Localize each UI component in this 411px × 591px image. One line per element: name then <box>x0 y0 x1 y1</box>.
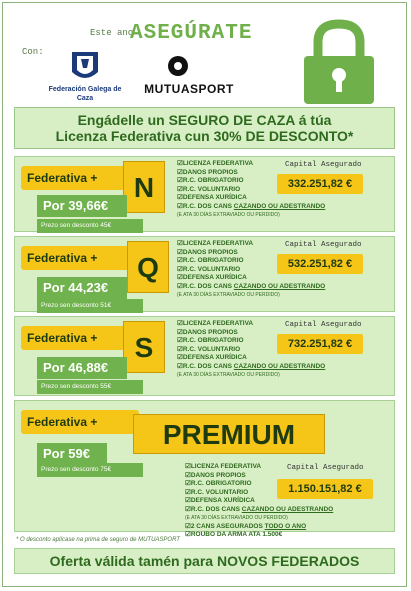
coverage-item: ☑ DANOS PROPIOS <box>177 329 345 338</box>
rc-cans-underlined: CAZANDO OU ADESTRANDO <box>241 505 334 513</box>
plan-price: Por 46,88€ <box>37 357 127 379</box>
capital-amount: 532.251,82 € <box>277 254 363 274</box>
rc-cans-text: R.C. DOS CANS <box>182 202 234 210</box>
coverage-list <box>185 463 375 540</box>
plan-prezo: Prezo sen desconto 51€ <box>37 299 143 313</box>
plan-card-q <box>14 236 395 312</box>
oferta-banner: Oferta válida tamén para NOVOS FEDERADOS <box>14 548 395 574</box>
asegurate-title: ASEGÚRATE <box>130 22 253 45</box>
federativa-label: Federativa + <box>21 410 139 434</box>
coverage-item-extra-cans <box>185 523 375 532</box>
federativa-label: Federativa + <box>21 326 139 350</box>
coverage-item-rc-cans <box>177 203 345 212</box>
plan-price: Por 59€ <box>37 443 107 465</box>
federativa-label: Federativa + <box>21 166 139 190</box>
coverage-note: (E ATA 30 DÍAS EXTRAVIADO OU PERDIDO) <box>177 372 280 378</box>
extra-cans-underlined: TODO O ANO <box>264 522 307 530</box>
coverage-item: ☑ R.C. OBRIGATORIO <box>185 480 375 489</box>
extra-cans-text: 2 CANS ASEGURADOS <box>190 522 265 530</box>
coverage-item: ☑ LICENZA FEDERATIVA <box>177 240 345 249</box>
lock-icon <box>296 18 382 106</box>
plan-letter: S <box>123 321 165 373</box>
coverage-item: ☑ R.C. VOLUNTARIO <box>177 346 345 355</box>
rc-cans-text: R.C. DOS CANS <box>182 362 234 370</box>
coverage-item: ☑ R.C. VOLUNTARIO <box>185 489 375 498</box>
plan-prezo: Prezo sen desconto 75€ <box>37 463 143 477</box>
promo-line-2: Licenza Federativa cun 30% DE DESCONTO* <box>55 128 354 144</box>
rc-cans-underlined: CAZANDO OU ADESTRANDO <box>233 362 326 370</box>
plan-letter: Q <box>127 241 169 293</box>
premium-title: PREMIUM <box>133 414 325 454</box>
coverage-note: (E ATA 30 DÍAS EXTRAVIADO OU PERDIDO) <box>177 292 280 298</box>
plan-card-premium <box>14 400 395 538</box>
coverage-item: ☑ DEFENSA XURÍDICA <box>177 354 345 363</box>
capital-label: Capital Asegurado <box>285 241 362 249</box>
mutuasport-wordmark: MUTUASPORT <box>144 82 234 96</box>
capital-amount: 1.150.151,82 € <box>277 479 373 499</box>
con-text: Con: <box>22 47 44 57</box>
promo-line-1: Engádelle un SEGURO DE CAZA á túa <box>77 112 332 128</box>
coverage-item: ☑ DANOS PROPIOS <box>177 169 345 178</box>
coverage-item: ☑ DANOS PROPIOS <box>177 249 345 258</box>
coverage-item-rc-cans <box>185 506 375 515</box>
plan-prezo: Prezo sen desconto 45€ <box>37 219 143 233</box>
capital-label: Capital Asegurado <box>285 161 362 169</box>
discount-footnote: * O desconto aplícase na prima de seguro de MUTUASPORT <box>16 537 180 543</box>
este-ano-text: Este ano <box>90 28 134 38</box>
coverage-item-rc-cans <box>177 283 345 292</box>
coverage-item: ☑ DANOS PROPIOS <box>185 472 375 481</box>
rc-cans-text: R.C. DOS CANS <box>190 505 242 513</box>
rc-cans-underlined: CAZANDO OU ADESTRANDO <box>233 202 326 210</box>
coverage-note: (E ATA 30 DÍAS EXTRAVIADO OU PERDIDO) <box>177 212 280 218</box>
rc-cans-text: R.C. DOS CANS <box>182 282 234 290</box>
federacion-name: Federación Galega de Caza <box>48 86 122 102</box>
coverage-item: ☑ LICENZA FEDERATIVA <box>177 320 345 329</box>
coverage-item: ☑ R.C. VOLUNTARIO <box>177 186 345 195</box>
plan-card-n <box>14 156 395 232</box>
coverage-item: ☑ LICENZA FEDERATIVA <box>177 160 345 169</box>
coverage-item-rc-cans <box>177 363 345 372</box>
coverage-note: (E ATA 30 DÍAS EXTRAVIADO OU PERDIDO) <box>185 515 288 521</box>
coverage-item-roubo: ☑ ROUBO DA ARMA ATA 1.500€ <box>185 531 375 540</box>
coverage-item: ☑ R.C. OBRIGATORIO <box>177 177 345 186</box>
plan-card-s <box>14 316 395 396</box>
coverage-item: ☑ DEFENSA XURÍDICA <box>185 497 375 506</box>
coverage-item: ☑ DEFENSA XURÍDICA <box>177 274 345 283</box>
capital-amount: 332.251,82 € <box>277 174 363 194</box>
coverage-item: ☑ R.C. VOLUNTARIO <box>177 266 345 275</box>
capital-amount: 732.251,82 € <box>277 334 363 354</box>
plan-price: Por 44,23€ <box>37 277 127 299</box>
coverage-item: ☑ DEFENSA XURÍDICA <box>177 194 345 203</box>
rc-cans-underlined: CAZANDO OU ADESTRANDO <box>233 282 326 290</box>
federativa-label: Federativa + <box>21 246 139 270</box>
plan-prezo: Prezo sen desconto 55€ <box>37 380 143 394</box>
coverage-item: ☑ R.C. OBRIGATORIO <box>177 257 345 266</box>
promo-banner <box>14 107 395 149</box>
coverage-item: ☑ LICENZA FEDERATIVA <box>185 463 375 472</box>
plan-letter: N <box>123 161 165 213</box>
capital-label: Capital Asegurado <box>287 464 364 472</box>
coverage-item: ☑ R.C. OBRIGATORIO <box>177 337 345 346</box>
capital-label: Capital Asegurado <box>285 321 362 329</box>
plan-price: Por 39,66€ <box>37 195 127 217</box>
